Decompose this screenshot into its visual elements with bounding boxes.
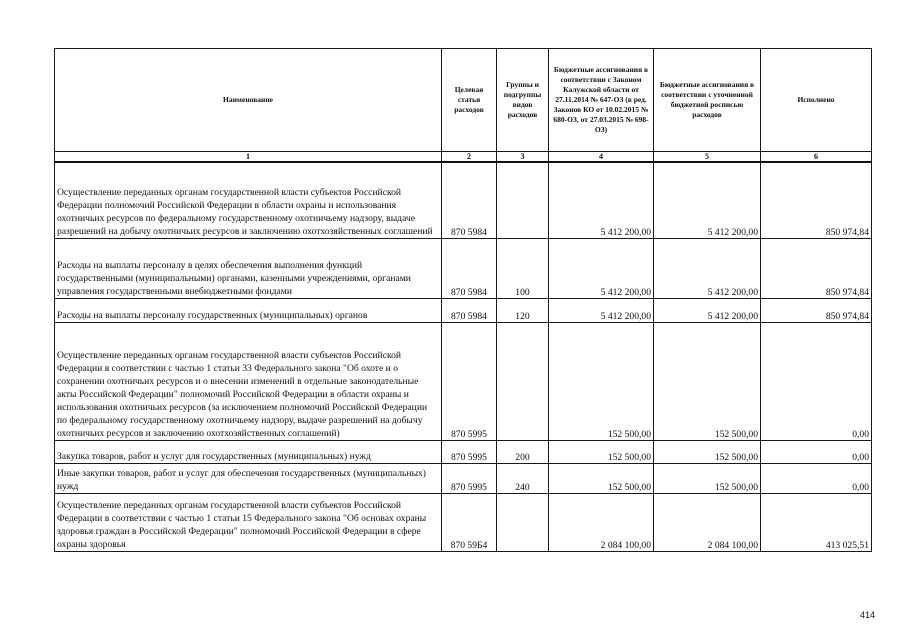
header-target: Целевая статья расходов bbox=[442, 49, 497, 152]
row-refined-amount: 5 412 200,00 bbox=[654, 298, 761, 322]
row-name: Иные закупки товаров, работ и услуг для обеспечения государственных (муниципальных) нужд bbox=[55, 463, 442, 493]
column-number: 5 bbox=[654, 152, 761, 163]
header-groups: Группы и подгруппы видов расходов bbox=[497, 49, 549, 152]
header-name: Наименование bbox=[55, 49, 442, 152]
row-target-code: 870 5984 bbox=[442, 238, 497, 298]
row-refined-amount: 5 412 200,00 bbox=[654, 162, 761, 238]
table-row bbox=[55, 238, 872, 298]
table-row bbox=[55, 493, 872, 551]
row-name: Расходы на выплаты персоналу государственных (муниципальных) органов bbox=[55, 298, 442, 322]
row-target-code: 870 5995 bbox=[442, 463, 497, 493]
row-name: Осуществление переданных органам государственной власти субъектов Российской Федерации в соответствии с частью 1 статьи 33 Федерального закона "Об охоте и о сохранении охотничьих ресурсов и о внесении изменений в отдельные законодательные акты Российской Федерации" полномочий Российской Федерации в области охраны и использования охотничьих ресурсов (за исключением полномочий Российской Федерации по федеральному государственному охотничьему надзору, выдаче разрешений на добычу охотничьих ресурсов и заключению охотхозяйственных соглашений) bbox=[55, 322, 442, 440]
column-number: 1 bbox=[55, 152, 442, 163]
page-number: 414 bbox=[859, 610, 875, 620]
column-number: 3 bbox=[497, 152, 549, 163]
row-refined-amount: 152 500,00 bbox=[654, 440, 761, 463]
row-group: 240 bbox=[497, 463, 549, 493]
column-number: 2 bbox=[442, 152, 497, 163]
budget-table bbox=[54, 48, 872, 552]
row-target-code: 870 59Б4 bbox=[442, 493, 497, 551]
row-law-amount: 5 412 200,00 bbox=[549, 238, 654, 298]
column-number-row bbox=[55, 152, 872, 163]
row-name: Осуществление переданных органам государственной власти субъектов Российской Федерации полномочий Российской Федерации в области охраны и использования охотничьих ресурсов по федеральному государственному охотничьему надзору, выдаче разрешений на добычу охотничьих ресурсов и заключению охотхозяйственных соглашений bbox=[55, 162, 442, 238]
row-refined-amount: 5 412 200,00 bbox=[654, 238, 761, 298]
header-done: Исполнено bbox=[761, 49, 872, 152]
row-done-amount: 850 974,84 bbox=[761, 238, 872, 298]
row-name: Закупка товаров, работ и услуг для государственных (муниципальных) нужд bbox=[55, 440, 442, 463]
row-done-amount: 0,00 bbox=[761, 440, 872, 463]
row-law-amount: 152 500,00 bbox=[549, 440, 654, 463]
row-done-amount: 850 974,84 bbox=[761, 162, 872, 238]
table-row bbox=[55, 463, 872, 493]
row-group bbox=[497, 162, 549, 238]
row-target-code: 870 5984 bbox=[442, 162, 497, 238]
row-done-amount: 0,00 bbox=[761, 322, 872, 440]
row-name: Осуществление переданных органам государственной власти субъектов Российской Федерации в соответствии с частью 1 статьи 15 Федерального закона "Об основах охраны здоровья граждан в Российской Федерации" полномочий Российской Федерации в сфере охраны здоровья bbox=[55, 493, 442, 551]
table-row bbox=[55, 162, 872, 238]
row-done-amount: 0,00 bbox=[761, 463, 872, 493]
header-law: Бюджетные ассигнования в соответствии с Законом Калужской области от 27.11.2014 № 647-ОЗ (в ред. Законов КО от 10.02.2015 № 680-ОЗ, от 27.03.2015 № 698-ОЗ) bbox=[549, 49, 654, 152]
header-refined: Бюджетные ассигнования в соответствии с уточненной бюджетной росписью расходов bbox=[654, 49, 761, 152]
row-law-amount: 152 500,00 bbox=[549, 463, 654, 493]
row-refined-amount: 2 084 100,00 bbox=[654, 493, 761, 551]
row-group: 100 bbox=[497, 238, 549, 298]
row-target-code: 870 5995 bbox=[442, 322, 497, 440]
column-number: 4 bbox=[549, 152, 654, 163]
row-target-code: 870 5995 bbox=[442, 440, 497, 463]
table-row bbox=[55, 440, 872, 463]
table-row bbox=[55, 298, 872, 322]
row-refined-amount: 152 500,00 bbox=[654, 322, 761, 440]
row-group: 200 bbox=[497, 440, 549, 463]
header-row bbox=[55, 49, 872, 152]
row-refined-amount: 152 500,00 bbox=[654, 463, 761, 493]
row-group bbox=[497, 322, 549, 440]
row-group bbox=[497, 493, 549, 551]
column-number: 6 bbox=[761, 152, 872, 163]
row-group: 120 bbox=[497, 298, 549, 322]
table-row bbox=[55, 322, 872, 440]
row-done-amount: 413 025,51 bbox=[761, 493, 872, 551]
row-target-code: 870 5984 bbox=[442, 298, 497, 322]
row-law-amount: 2 084 100,00 bbox=[549, 493, 654, 551]
row-done-amount: 850 974,84 bbox=[761, 298, 872, 322]
row-name: Расходы на выплаты персоналу в целях обеспечения выполнения функций государственными (муниципальными) органами, казенными учреждениями, органами управления государственными внебюджетными фондами bbox=[55, 238, 442, 298]
row-law-amount: 152 500,00 bbox=[549, 322, 654, 440]
row-law-amount: 5 412 200,00 bbox=[549, 162, 654, 238]
budget-sheet bbox=[54, 48, 871, 552]
row-law-amount: 5 412 200,00 bbox=[549, 298, 654, 322]
